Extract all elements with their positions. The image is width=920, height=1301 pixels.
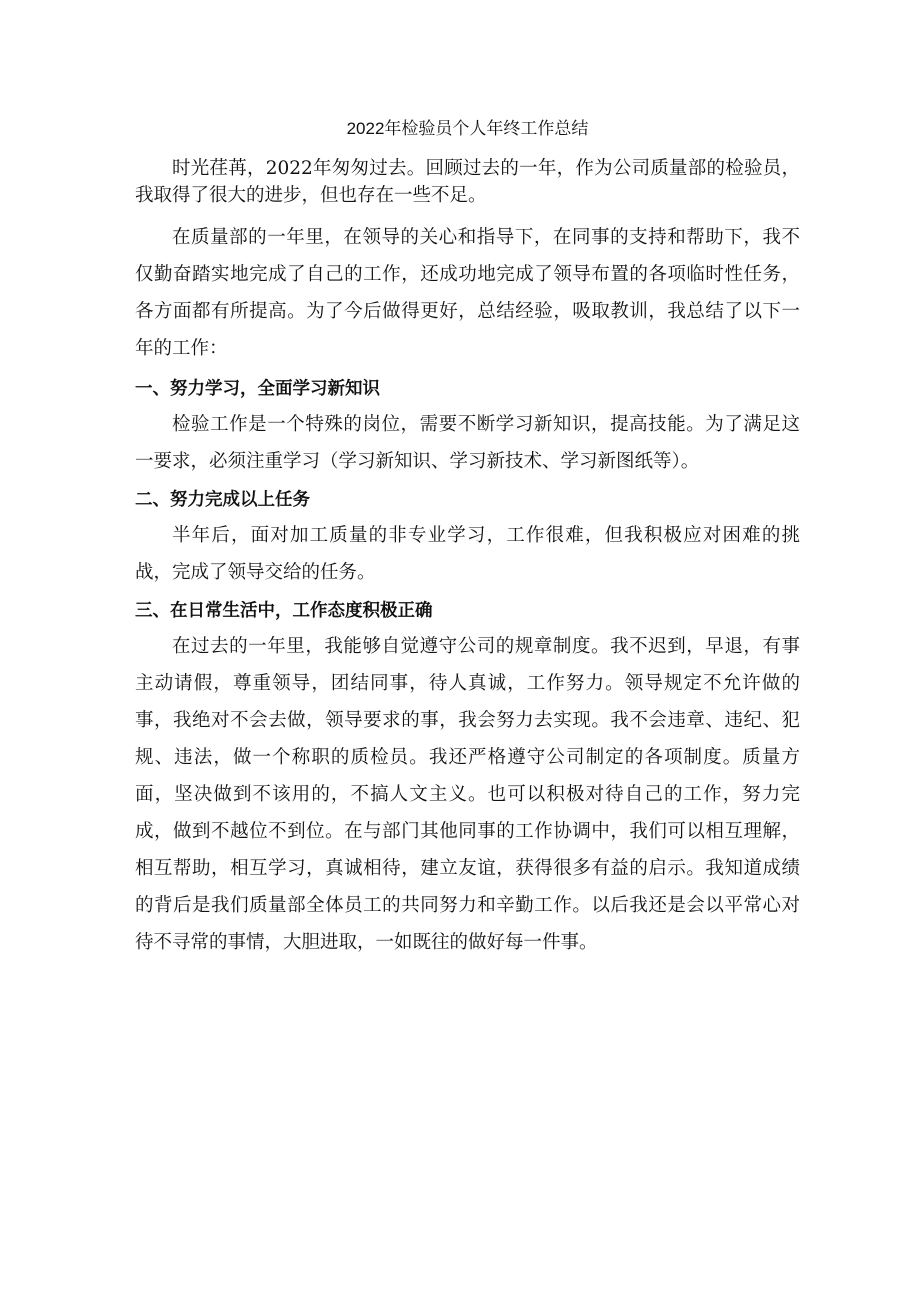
section-heading-1: 一、努力学习，全面学习新知识 xyxy=(135,379,380,399)
section-heading-2: 二、努力完成以上任务 xyxy=(135,490,310,510)
section-heading-3: 三、在日常生活中，工作态度积极正确 xyxy=(135,601,433,621)
section-body-2: 半年后，面对加工质量的非专业学习，工作很难，但我积极应对困难的挑战，完成了领导交给的任务。 xyxy=(135,525,800,583)
section-body-3: 在过去的一年里，我能够自觉遵守公司的规章制度。我不迟到，早退，有事主动请假，尊重领导，团结同事，待人真诚，工作努力。领导规定不允许做的事，我绝对不会去做，领导要求的事，我会努力去实现。我不会违章、违纪、犯规、违法，做一个称职的质检员。我还严格遵守公司制定的各项制度。质量方面，坚决做到不该用的，不搞人文主义。也可以积极对待自己的工作，努力完成，做到不越位不到位。在与部门其他同事的工作协调中，我们可以相互理解，相互帮助，相互学习，真诚相待，建立友谊，获得很多有益的启示。我知道成绩的背后是我们质量部全体员工的共同努力和辛勤工作。以后我还是会以平常心对待不寻常的事情，大胆进取，一如既往的做好每一件事。 xyxy=(135,636,800,953)
document-page xyxy=(135,0,800,961)
section-body-1: 检验工作是一个特殊的岗位，需要不断学习新知识，提高技能。为了满足这一要求，必须注重学习（学习新知识、学习新技术、学习新图纸等）。 xyxy=(135,414,800,472)
intro-paragraph: 时光荏苒，2022年匆匆过去。回顾过去的一年，作为公司质量部的检验员，我取得了很大的进步，但也存在一些不足。 xyxy=(135,158,800,206)
overview-paragraph: 在质量部的一年里，在领导的关心和指导下，在同事的支持和帮助下，我不仅勤奋踏实地完成了自己的工作，还成功地完成了领导布置的各项临时性任务，各方面都有所提高。为了今后做得更好，总结经验，吸取教训，我总结了以下一年的工作： xyxy=(135,227,800,359)
document-title: 2022年检验员个人年终工作总结 xyxy=(346,119,589,138)
